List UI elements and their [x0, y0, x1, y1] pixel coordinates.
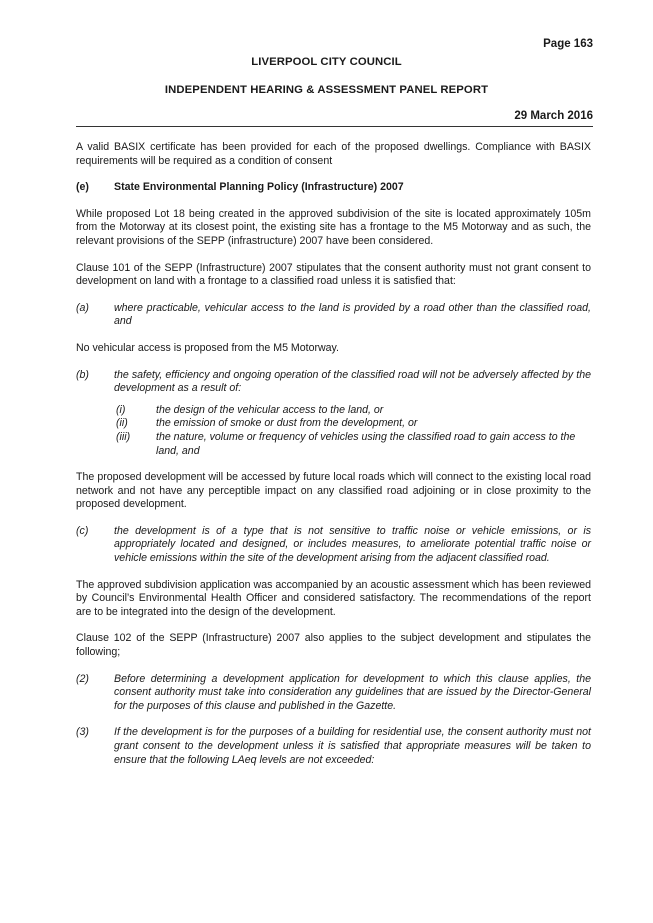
paragraph-accessed: The proposed development will be accessed by future local roads which will connect to the existing local road network and not have any perceptible impact on any classified road adjoining or in close proximity to the proposed development. — [76, 471, 591, 511]
paragraph-lot18: While proposed Lot 18 being created in the approved subdivision of the site is located approximately 105m from the Motorway at its closest point, the existing site has a frontage to the M5 Motorway and as such, the relevant provisions of the SEPP (infrastructure) 2007 have been considered. — [76, 207, 591, 247]
item-text: If the development is for the purposes of a building for residential use, the consent authority must not grant consent to the development unless it is satisfied that appropriate measures will be taken to ensure that the following LAeq levels are not exceeded: — [114, 726, 591, 766]
subitem — [116, 417, 591, 431]
subitem-text: the emission of smoke or dust from the development, or — [156, 417, 418, 430]
document-body — [76, 141, 591, 767]
clause-item-c — [76, 525, 591, 566]
subitem-list — [76, 404, 591, 458]
clause-item-a — [76, 302, 591, 329]
paragraph-acoustic: The approved subdivision application was accompanied by an acoustic assessment which has been reviewed by Council’s Environmental Health Officer and considered satisfactory. The recommendations of the report are to be integrated into the design of the development. — [76, 578, 591, 618]
clause-item-2 — [76, 673, 591, 714]
section-number: (e) — [76, 181, 89, 194]
item-label: (3) — [76, 726, 89, 739]
subitem-label: (iii) — [116, 430, 131, 443]
subitem-label: (ii) — [116, 417, 128, 430]
item-text: Before determining a development application for development to which this clause applies, the consent authority must take into consideration any guidelines that are issued by the Director-General for the purposes of this clause and published in the Gazette. — [114, 672, 591, 712]
item-text: the development is of a type that is not sensitive to traffic noise or vehicle emissions, or is appropriately located and designed, or includes measures, to ameliorate potential traffic noise or vehicle emissions within the site of the development arising from the adjacent classified road. — [114, 524, 591, 565]
item-label: (b) — [76, 368, 89, 381]
clause-item-3 — [76, 726, 591, 767]
item-text: where practicable, vehicular access to the land is provided by a road other than the classified road, and — [114, 301, 591, 328]
item-label: (c) — [76, 524, 89, 537]
section-title: State Environmental Planning Policy (Infrastructure) 2007 — [114, 181, 404, 194]
section-heading-e — [76, 181, 591, 195]
subitem — [116, 404, 591, 418]
report-date: 29 March 2016 — [514, 110, 593, 122]
item-text: the safety, efficiency and ongoing operation of the classified road will not be adversely affected by the development as a result of: — [114, 368, 591, 395]
subitem-text: the design of the vehicular access to the land, or — [156, 403, 384, 416]
subitem-label: (i) — [116, 403, 126, 416]
clause-item-b — [76, 369, 591, 396]
paragraph-clause102: Clause 102 of the SEPP (Infrastructure) 2007 also applies to the subject development and stipulates the following; — [76, 632, 591, 659]
subitem — [116, 431, 591, 458]
report-title: INDEPENDENT HEARING & ASSESSMENT PANEL REPORT — [164, 84, 489, 96]
council-name: LIVERPOOL CITY COUNCIL — [251, 56, 402, 68]
subitem-text: the nature, volume or frequency of vehicles using the classified road to gain access to the land, and — [156, 430, 576, 457]
paragraph-basix: A valid BASIX certificate has been provided for each of the proposed dwellings. Compliance with BASIX requirements will be required as a condition of consent — [76, 141, 591, 167]
paragraph-no-vehicular: No vehicular access is proposed from the M5 Motorway. — [76, 341, 339, 354]
page-number: Page 163 — [543, 38, 593, 50]
item-label: (2) — [76, 672, 89, 685]
item-label: (a) — [76, 301, 89, 314]
paragraph-clause101: Clause 101 of the SEPP (Infrastructure) 2007 stipulates that the consent authority must not grant consent to development on land with a frontage to a classified road unless it is satisfied that: — [76, 261, 591, 288]
header-divider — [76, 126, 593, 127]
